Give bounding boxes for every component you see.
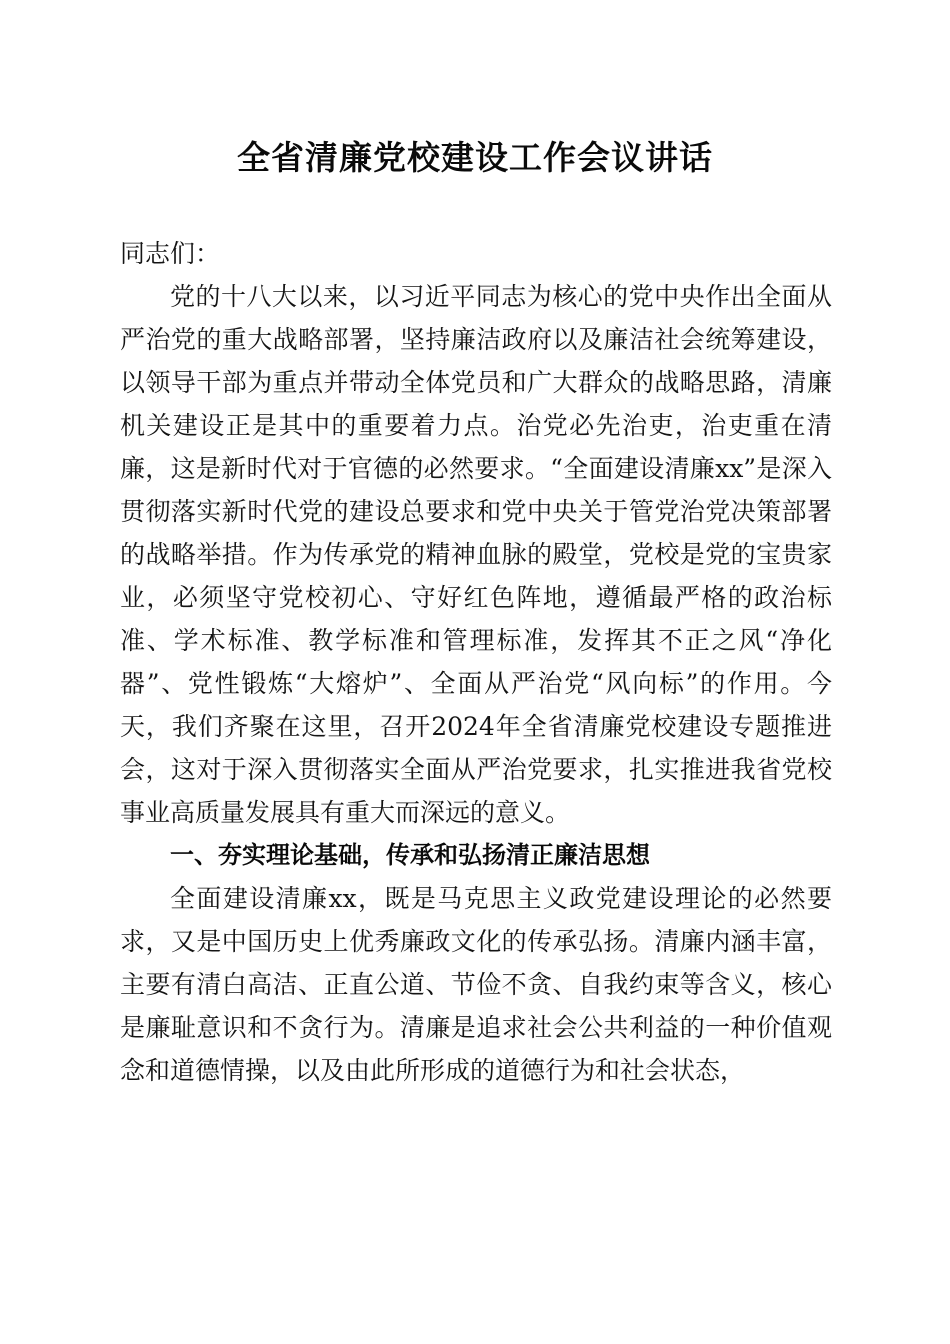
paragraph-intro: 党的十八大以来，以习近平同志为核心的党中央作出全面从严治党的重大战略部署，坚持廉洁政府以及廉洁社会统筹建设，以领导干部为重点并带动全体党员和广大群众的战略思路，清廉机关建设正是其中的重要着力点。治党必先治吏，治吏重在清廉，这是新时代对于官德的必然要求。“全面建设清廉xx”是深入贯彻落实新时代党的建设总要求和党中央关于管党治党决策部署的战略举措。作为传承党的精神血脉的殿堂，党校是党的宝贵家业，必须坚守党校初心、守好红色阵地，遵循最严格的政治标准、学术标准、教学标准和管理标准，发挥其不正之风“净化器”、党性锻炼“大熔炉”、全面从严治党“风向标”的作用。今天，我们齐聚在这里，召开2024年全省清廉党校建设专题推进会，这对于深入贯彻落实全面从严治党要求，扎实推进我省党校事业高质量发展具有重大而深远的意义。 [120, 282, 832, 827]
document-title: 全省清廉党校建设工作会议讲话 [237, 138, 713, 177]
section-heading-1: 一、夯实理论基础，传承和弘扬清正廉洁思想 [170, 841, 650, 869]
salutation: 同志们： [120, 239, 221, 268]
paragraph-section-1: 全面建设清廉xx，既是马克思主义政党建设理论的必然要求，又是中国历史上优秀廉政文化的传承弘扬。清廉内涵丰富，主要有清白高洁、正直公道、节俭不贪、自我约束等含义，核心是廉耻意识和不贪行为。清廉是追求社会公共利益的一种价值观念和道德情操，以及由此所形成的道德行为和社会状态， [120, 884, 832, 1085]
document-body [120, 232, 832, 1092]
